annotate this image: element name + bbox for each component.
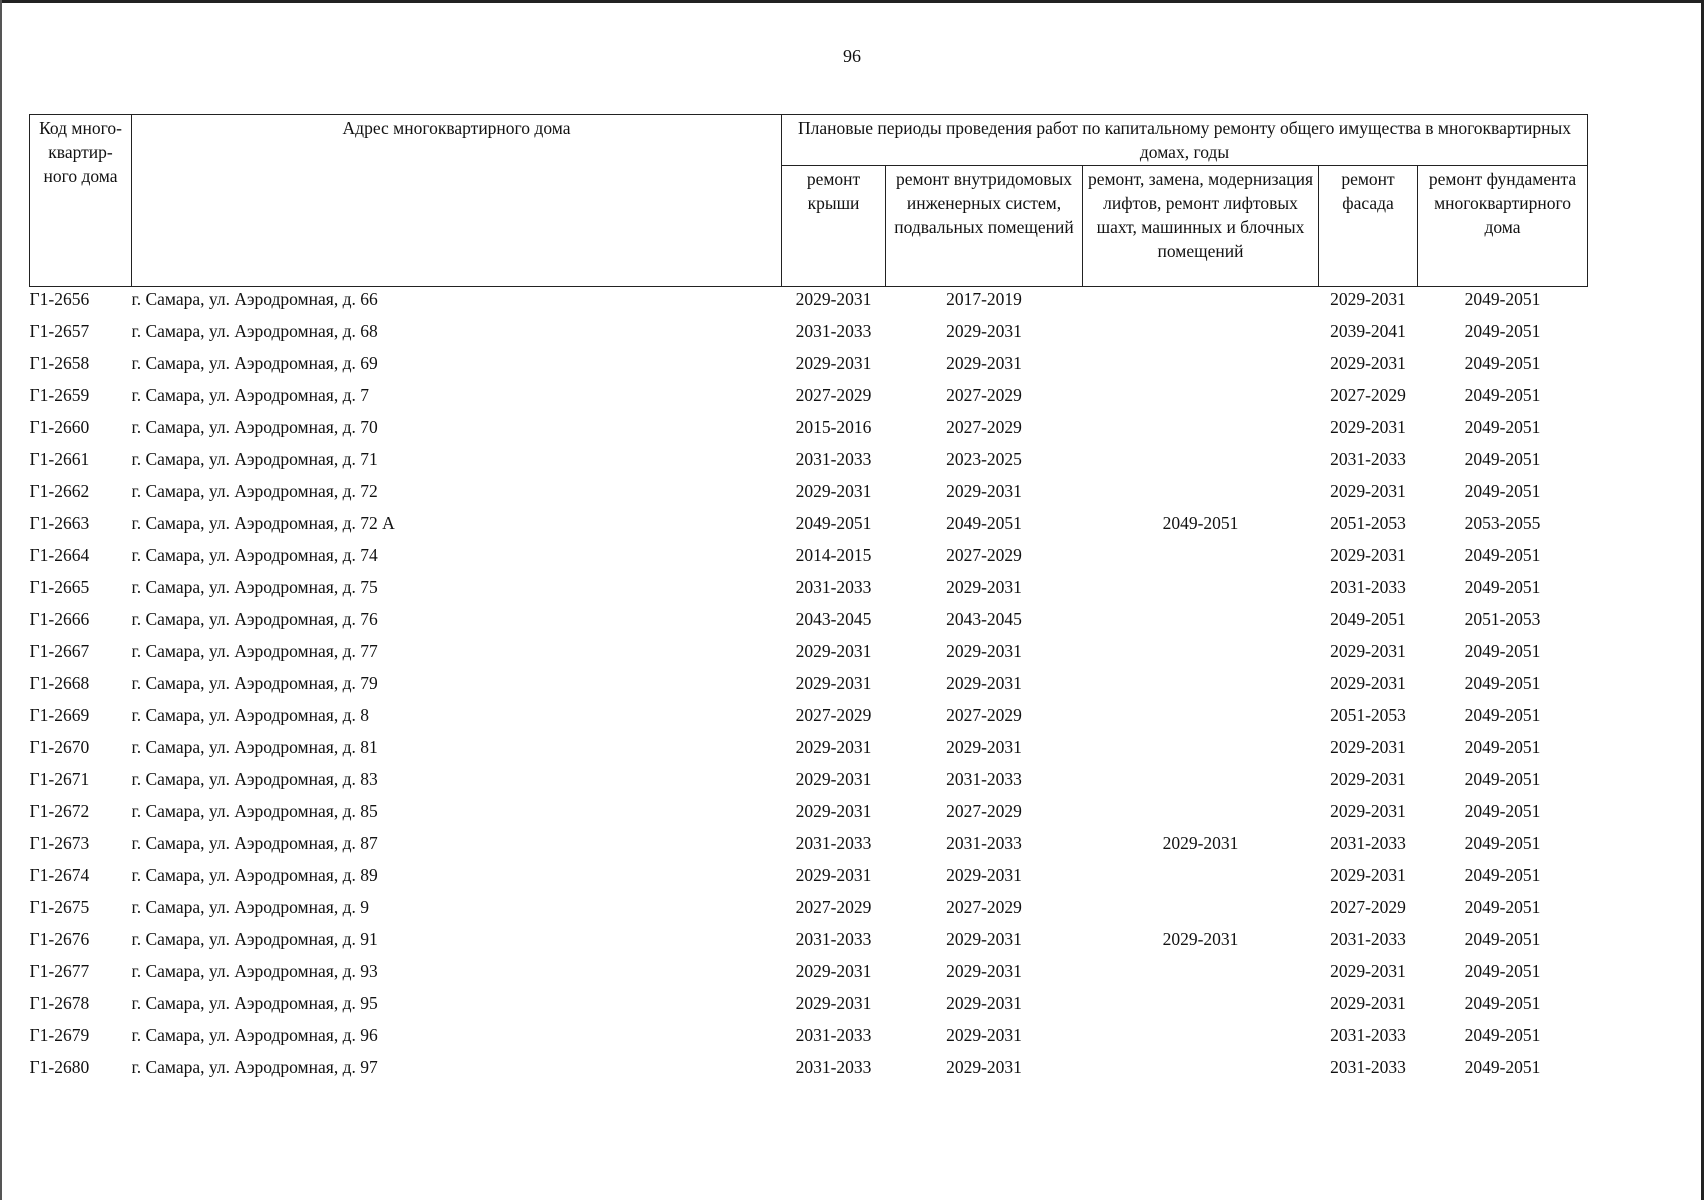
table-header <box>30 115 1588 287</box>
cell-elevators <box>1083 287 1319 320</box>
cell-code: Г1-2660 <box>29 417 90 437</box>
cell-facade: 2049-2051 <box>1330 609 1406 629</box>
cell-engineering: 2017-2019 <box>946 289 1022 309</box>
cell-elevators <box>1083 735 1319 767</box>
header-foundation: ремонт фундамента многоквартирного дома <box>1418 166 1588 287</box>
cell-facade: 2031-2033 <box>1330 929 1406 949</box>
cell-engineering: 2029-2031 <box>946 673 1022 693</box>
cell-facade: 2027-2029 <box>1330 385 1406 405</box>
header-code: Код много-квартир-ного дома <box>30 115 132 287</box>
cell-roof: 2029-2031 <box>795 801 872 821</box>
cell-engineering: 2029-2031 <box>946 481 1022 501</box>
cell-foundation: 2049-2051 <box>1464 897 1541 917</box>
cell-roof: 2029-2031 <box>795 641 872 661</box>
cell-foundation: 2049-2051 <box>1464 417 1541 437</box>
cell-facade: 2051-2053 <box>1330 513 1406 533</box>
table-row <box>30 895 1588 927</box>
cell-foundation: 2049-2051 <box>1464 833 1541 853</box>
cell-foundation: 2049-2051 <box>1464 865 1541 885</box>
cell-code: Г1-2656 <box>29 289 90 309</box>
cell-engineering: 2027-2029 <box>946 801 1022 821</box>
cell-code: Г1-2659 <box>29 385 90 405</box>
cell-code: Г1-2665 <box>29 577 90 597</box>
cell-foundation: 2049-2051 <box>1464 545 1541 565</box>
cell-address: г. Самара, ул. Аэродромная, д. 97 <box>131 1057 378 1077</box>
cell-address: г. Самара, ул. Аэродромная, д. 93 <box>131 961 378 981</box>
cell-elevators <box>1083 607 1319 639</box>
cell-foundation: 2049-2051 <box>1464 385 1541 405</box>
cell-engineering: 2031-2033 <box>946 833 1022 853</box>
cell-code: Г1-2664 <box>29 545 90 565</box>
cell-address: г. Самара, ул. Аэродромная, д. 95 <box>131 993 378 1013</box>
cell-code: Г1-2674 <box>29 865 90 885</box>
cell-engineering: 2027-2029 <box>946 545 1022 565</box>
cell-elevators <box>1083 479 1319 511</box>
cell-roof: 2029-2031 <box>795 289 872 309</box>
cell-roof: 2014-2015 <box>795 545 872 565</box>
cell-code: Г1-2672 <box>29 801 90 821</box>
cell-engineering: 2027-2029 <box>946 385 1022 405</box>
cell-engineering: 2027-2029 <box>946 897 1022 917</box>
cell-facade: 2029-2031 <box>1330 641 1406 661</box>
cell-address: г. Самара, ул. Аэродромная, д. 72 <box>131 481 378 501</box>
table-row <box>30 639 1588 671</box>
cell-code: Г1-2678 <box>29 993 90 1013</box>
cell-code: Г1-2675 <box>29 897 90 917</box>
cell-facade: 2051-2053 <box>1330 705 1406 725</box>
cell-address: г. Самара, ул. Аэродромная, д. 77 <box>131 641 378 661</box>
cell-foundation: 2049-2051 <box>1464 705 1541 725</box>
cell-facade: 2027-2029 <box>1330 897 1406 917</box>
cell-elevators <box>1083 799 1319 831</box>
table-row <box>30 991 1588 1023</box>
cell-engineering: 2029-2031 <box>946 993 1022 1013</box>
cell-roof: 2029-2031 <box>795 481 872 501</box>
repair-schedule-table <box>29 114 1588 1087</box>
cell-roof: 2043-2045 <box>795 609 872 629</box>
cell-engineering: 2029-2031 <box>946 641 1022 661</box>
table-row <box>30 351 1588 383</box>
cell-engineering: 2029-2031 <box>946 1057 1022 1077</box>
cell-foundation: 2049-2051 <box>1464 929 1541 949</box>
cell-elevators <box>1083 351 1319 383</box>
cell-code: Г1-2677 <box>29 961 90 981</box>
cell-elevators <box>1083 543 1319 575</box>
cell-elevators <box>1083 447 1319 479</box>
cell-engineering: 2023-2025 <box>946 449 1022 469</box>
table-row <box>30 319 1588 351</box>
cell-elevators <box>1083 639 1319 671</box>
cell-foundation: 2049-2051 <box>1464 1025 1541 1045</box>
table-row <box>30 767 1588 799</box>
cell-elevators <box>1083 319 1319 351</box>
cell-roof: 2031-2033 <box>795 929 872 949</box>
cell-code: Г1-2676 <box>29 929 90 949</box>
cell-foundation: 2051-2053 <box>1464 609 1541 629</box>
header-facade: ремонт фасада <box>1319 166 1418 287</box>
cell-roof: 2029-2031 <box>795 961 872 981</box>
table-row <box>30 927 1588 959</box>
cell-foundation: 2049-2051 <box>1464 993 1541 1013</box>
cell-elevators <box>1083 415 1319 447</box>
cell-roof: 2031-2033 <box>795 1025 872 1045</box>
cell-foundation: 2049-2051 <box>1464 1057 1541 1077</box>
page-number: 96 <box>843 46 861 66</box>
cell-roof: 2015-2016 <box>795 417 872 437</box>
table-row <box>30 799 1588 831</box>
cell-engineering: 2029-2031 <box>946 1025 1022 1045</box>
cell-address: г. Самара, ул. Аэродромная, д. 69 <box>131 353 378 373</box>
cell-facade: 2029-2031 <box>1330 353 1406 373</box>
cell-facade: 2039-2041 <box>1330 321 1406 341</box>
cell-elevators <box>1083 1055 1319 1087</box>
cell-facade: 2029-2031 <box>1330 801 1406 821</box>
cell-elevators <box>1083 703 1319 735</box>
cell-roof: 2027-2029 <box>795 897 872 917</box>
cell-elevators <box>1083 671 1319 703</box>
cell-address: г. Самара, ул. Аэродромная, д. 9 <box>131 897 369 917</box>
cell-foundation: 2049-2051 <box>1464 321 1541 341</box>
cell-address: г. Самара, ул. Аэродромная, д. 81 <box>131 737 378 757</box>
cell-roof: 2031-2033 <box>795 1057 872 1077</box>
cell-foundation: 2049-2051 <box>1464 673 1541 693</box>
cell-engineering: 2031-2033 <box>946 769 1022 789</box>
cell-facade: 2029-2031 <box>1330 481 1406 501</box>
cell-foundation: 2049-2051 <box>1464 577 1541 597</box>
cell-roof: 2029-2031 <box>795 673 872 693</box>
cell-code: Г1-2666 <box>29 609 90 629</box>
table-row <box>30 1055 1588 1087</box>
cell-foundation: 2049-2051 <box>1464 289 1541 309</box>
cell-roof: 2027-2029 <box>795 385 872 405</box>
cell-address: г. Самара, ул. Аэродромная, д. 76 <box>131 609 378 629</box>
cell-facade: 2029-2031 <box>1330 961 1406 981</box>
cell-engineering: 2029-2031 <box>946 353 1022 373</box>
cell-address: г. Самара, ул. Аэродромная, д. 79 <box>131 673 378 693</box>
cell-elevators <box>1083 991 1319 1023</box>
cell-elevators <box>1083 959 1319 991</box>
table-row <box>30 831 1588 863</box>
cell-roof: 2049-2051 <box>795 513 872 533</box>
cell-code: Г1-2662 <box>29 481 90 501</box>
table-row <box>30 447 1588 479</box>
cell-engineering: 2043-2045 <box>946 609 1022 629</box>
cell-elevators <box>1083 575 1319 607</box>
cell-facade: 2029-2031 <box>1330 673 1406 693</box>
cell-address: г. Самара, ул. Аэродромная, д. 72 А <box>131 513 395 533</box>
cell-roof: 2029-2031 <box>795 769 872 789</box>
table-row <box>30 479 1588 511</box>
cell-code: Г1-2657 <box>29 321 90 341</box>
cell-engineering: 2029-2031 <box>946 929 1022 949</box>
cell-elevators <box>1083 863 1319 895</box>
cell-code: Г1-2680 <box>29 1057 90 1077</box>
table-row <box>30 415 1588 447</box>
cell-facade: 2031-2033 <box>1330 1057 1406 1077</box>
cell-roof: 2031-2033 <box>795 449 872 469</box>
cell-code: Г1-2667 <box>29 641 90 661</box>
table-row <box>30 703 1588 735</box>
cell-address: г. Самара, ул. Аэродромная, д. 87 <box>131 833 378 853</box>
cell-facade: 2029-2031 <box>1330 865 1406 885</box>
cell-code: Г1-2663 <box>29 513 90 533</box>
header-roof: ремонт крыши <box>782 166 886 287</box>
cell-address: г. Самара, ул. Аэродромная, д. 66 <box>131 289 378 309</box>
cell-elevators <box>1083 383 1319 415</box>
page-border-left <box>0 0 2 1200</box>
table-row <box>30 607 1588 639</box>
cell-address: г. Самара, ул. Аэродромная, д. 85 <box>131 801 378 821</box>
cell-foundation: 2049-2051 <box>1464 353 1541 373</box>
cell-facade: 2029-2031 <box>1330 545 1406 565</box>
cell-foundation: 2049-2051 <box>1464 961 1541 981</box>
table-row <box>30 543 1588 575</box>
cell-foundation: 2049-2051 <box>1464 641 1541 661</box>
table-row <box>30 863 1588 895</box>
cell-foundation: 2049-2051 <box>1464 801 1541 821</box>
cell-roof: 2029-2031 <box>795 865 872 885</box>
cell-facade: 2029-2031 <box>1330 289 1406 309</box>
cell-engineering: 2049-2051 <box>946 513 1022 533</box>
cell-roof: 2029-2031 <box>795 353 872 373</box>
cell-engineering: 2029-2031 <box>946 737 1022 757</box>
table-row <box>30 287 1588 320</box>
cell-facade: 2031-2033 <box>1330 1025 1406 1045</box>
cell-foundation: 2049-2051 <box>1464 737 1541 757</box>
page-border-top <box>0 0 1704 3</box>
cell-engineering: 2029-2031 <box>946 577 1022 597</box>
cell-address: г. Самара, ул. Аэродромная, д. 96 <box>131 1025 378 1045</box>
cell-address: г. Самара, ул. Аэродромная, д. 70 <box>131 417 378 437</box>
cell-address: г. Самара, ул. Аэродромная, д. 89 <box>131 865 378 885</box>
header-elevators: ремонт, замена, модернизация лифтов, ремонт лифтовых шахт, машинных и блочных помещений <box>1083 166 1319 287</box>
header-engineering: ремонт внутридомовых инженерных систем, подвальных помещений <box>886 166 1083 287</box>
cell-address: г. Самара, ул. Аэродромная, д. 83 <box>131 769 378 789</box>
header-periods-group: Плановые периоды проведения работ по капитальному ремонту общего имущества в многоквартирных домах, годы <box>782 115 1588 166</box>
cell-facade: 2029-2031 <box>1330 417 1406 437</box>
cell-address: г. Самара, ул. Аэродромная, д. 91 <box>131 929 378 949</box>
table-row <box>30 735 1588 767</box>
cell-engineering: 2027-2029 <box>946 417 1022 437</box>
table-row <box>30 959 1588 991</box>
cell-address: г. Самара, ул. Аэродромная, д. 71 <box>131 449 378 469</box>
cell-facade: 2029-2031 <box>1330 993 1406 1013</box>
cell-elevators: 2029-2031 <box>1162 833 1239 853</box>
cell-facade: 2031-2033 <box>1330 833 1406 853</box>
cell-facade: 2031-2033 <box>1330 577 1406 597</box>
cell-address: г. Самара, ул. Аэродромная, д. 68 <box>131 321 378 341</box>
cell-engineering: 2027-2029 <box>946 705 1022 725</box>
header-address: Адрес многоквартирного дома <box>132 115 782 287</box>
cell-code: Г1-2670 <box>29 737 90 757</box>
cell-elevators: 2029-2031 <box>1162 929 1239 949</box>
cell-facade: 2031-2033 <box>1330 449 1406 469</box>
cell-roof: 2031-2033 <box>795 577 872 597</box>
cell-address: г. Самара, ул. Аэродромная, д. 74 <box>131 545 378 565</box>
cell-roof: 2031-2033 <box>795 321 872 341</box>
cell-code: Г1-2668 <box>29 673 90 693</box>
cell-foundation: 2049-2051 <box>1464 481 1541 501</box>
cell-address: г. Самара, ул. Аэродромная, д. 7 <box>131 385 369 405</box>
cell-facade: 2029-2031 <box>1330 737 1406 757</box>
cell-elevators <box>1083 1023 1319 1055</box>
table-body <box>30 287 1588 1088</box>
cell-address: г. Самара, ул. Аэродромная, д. 8 <box>131 705 369 725</box>
cell-roof: 2029-2031 <box>795 993 872 1013</box>
cell-code: Г1-2661 <box>29 449 90 469</box>
table-row <box>30 671 1588 703</box>
cell-foundation: 2049-2051 <box>1464 449 1541 469</box>
cell-code: Г1-2658 <box>29 353 90 373</box>
cell-roof: 2027-2029 <box>795 705 872 725</box>
table-row <box>30 1023 1588 1055</box>
cell-address: г. Самара, ул. Аэродромная, д. 75 <box>131 577 378 597</box>
cell-code: Г1-2671 <box>29 769 90 789</box>
cell-code: Г1-2669 <box>29 705 90 725</box>
table-row <box>30 575 1588 607</box>
cell-engineering: 2029-2031 <box>946 321 1022 341</box>
cell-code: Г1-2679 <box>29 1025 90 1045</box>
table-row <box>30 511 1588 543</box>
cell-facade: 2029-2031 <box>1330 769 1406 789</box>
table-row <box>30 383 1588 415</box>
cell-code: Г1-2673 <box>29 833 90 853</box>
cell-elevators: 2049-2051 <box>1162 513 1239 533</box>
cell-roof: 2031-2033 <box>795 833 872 853</box>
cell-engineering: 2029-2031 <box>946 865 1022 885</box>
cell-engineering: 2029-2031 <box>946 961 1022 981</box>
cell-roof: 2029-2031 <box>795 737 872 757</box>
cell-foundation: 2049-2051 <box>1464 769 1541 789</box>
cell-elevators <box>1083 767 1319 799</box>
cell-elevators <box>1083 895 1319 927</box>
cell-foundation: 2053-2055 <box>1464 513 1541 533</box>
